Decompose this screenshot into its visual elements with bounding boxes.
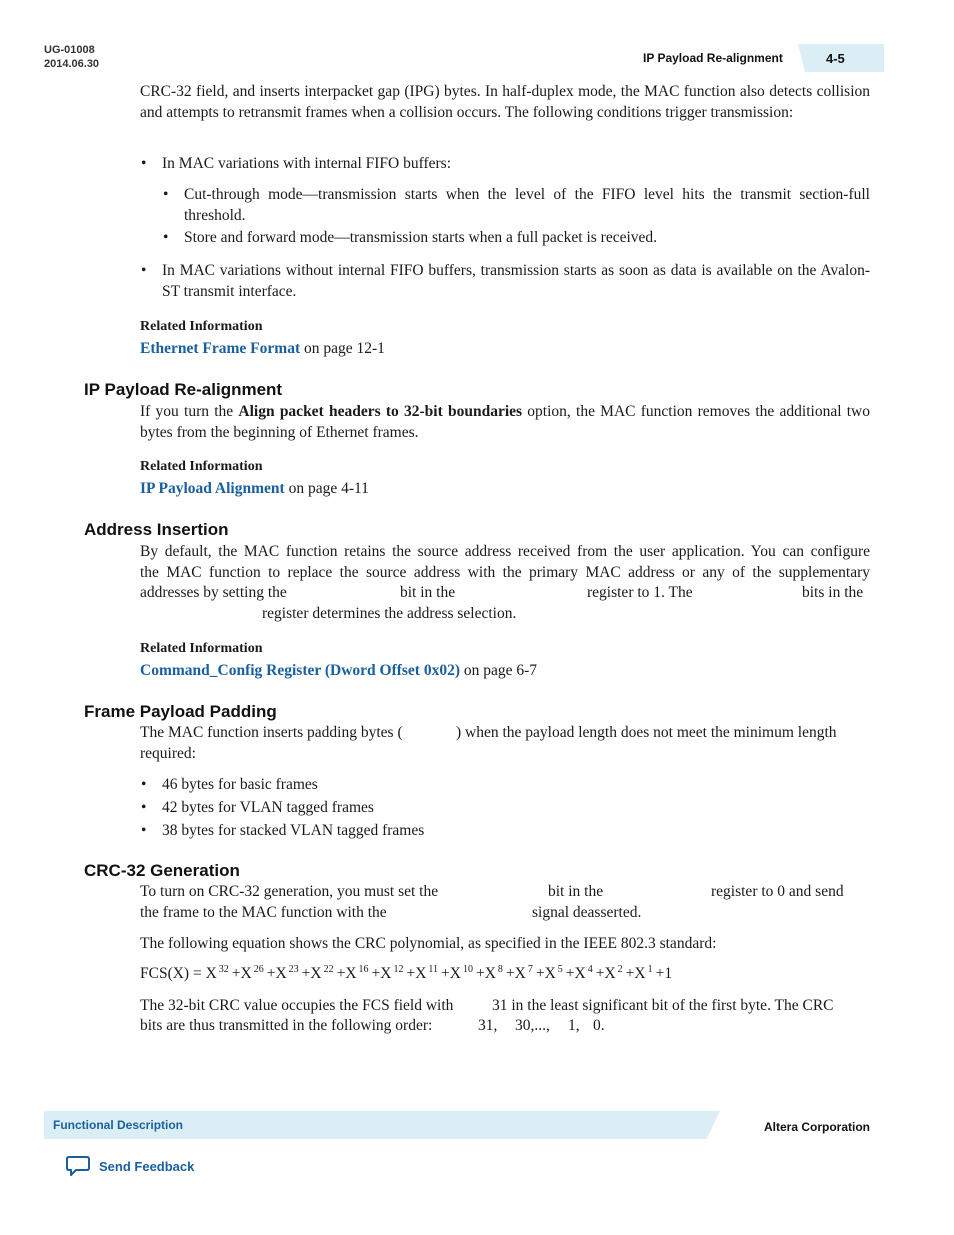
list-item-text: 38 bytes for stacked VLAN tagged frames xyxy=(162,822,425,839)
related-link-command-config[interactable]: Command_Config Register (Dword Offset 0x02) xyxy=(140,662,461,679)
related-link-ip-payload-alignment[interactable]: IP Payload Alignment xyxy=(140,480,285,497)
page-reference: on page 6-7 xyxy=(460,662,538,679)
list-item-text: 46 bytes for basic frames xyxy=(162,776,318,793)
bullet-dot: • xyxy=(163,186,169,203)
ip-payload-paragraph xyxy=(140,402,870,443)
section-heading-ip-payload: IP Payload Re-alignment xyxy=(84,380,283,399)
equation-exponent: 11 xyxy=(428,964,439,975)
crc-polynomial-equation xyxy=(140,964,672,983)
equation-operator: +X xyxy=(505,965,526,982)
text: bit in the xyxy=(400,584,456,601)
option-name: Align packet headers to 32-bit boundaries xyxy=(238,403,523,420)
page-reference: on page 4-11 xyxy=(284,480,369,497)
equation-operator: +X xyxy=(625,965,646,982)
send-feedback-link[interactable] xyxy=(66,1155,194,1177)
equation-operator: +X xyxy=(535,965,556,982)
list-item xyxy=(141,798,870,819)
text: The MAC function inserts padding bytes ( xyxy=(140,724,403,741)
section-heading-address-insertion: Address Insertion xyxy=(84,520,229,539)
text: register to 1. The xyxy=(587,584,693,601)
equation-exponent: 2 xyxy=(617,964,623,975)
list-item-text: Store and forward mode—transmission starts when a full packet is received. xyxy=(184,229,658,246)
equation-exponent: 4 xyxy=(587,964,593,975)
page-reference: on page 12-1 xyxy=(300,340,385,357)
bullet-dot: • xyxy=(163,229,169,246)
text: ) when the payload length does not meet the minimum length xyxy=(456,724,837,741)
equation-exponent: 1 xyxy=(647,964,653,975)
address-line-2: the MAC function to replace the source address with the primary MAC address or any of the supplementary xyxy=(140,564,870,581)
equation-operator: +X xyxy=(266,965,287,982)
doc-date: 2014.06.30 xyxy=(44,58,100,70)
section-heading-crc32: CRC-32 Generation xyxy=(84,861,240,880)
related-info-line xyxy=(140,480,369,498)
equation-operator: +X xyxy=(565,965,586,982)
equation-operator: +X xyxy=(336,965,357,982)
related-link-ethernet-frame-format[interactable]: Ethernet Frame Format xyxy=(140,340,301,357)
bullet-dot: • xyxy=(141,822,147,839)
text: signal deasserted. xyxy=(532,904,642,921)
text: bits are thus transmitted in the following order: xyxy=(140,1017,433,1034)
text: bits in the xyxy=(802,584,864,601)
equation-exponent: 26 xyxy=(253,964,264,975)
text: option, the MAC function removes the additional two bytes from the beginning of Ethernet frames. xyxy=(140,403,870,441)
related-info-line xyxy=(140,340,385,358)
related-info-heading: Related Information xyxy=(140,319,263,334)
section-heading-frame-padding: Frame Payload Padding xyxy=(84,702,277,721)
list-item xyxy=(141,154,870,175)
equation-operator: +X xyxy=(231,965,252,982)
text: addresses by setting the xyxy=(140,584,287,601)
intro-paragraph: CRC-32 field, and inserts interpacket gap (IPG) bytes. In half-duplex mode, the MAC function also detects collision and attempts to retransmit frames when a collision occurs. The following conditions trigger transmission: xyxy=(140,83,870,121)
footer-company: Altera Corporation xyxy=(764,1120,871,1134)
equation-exponent: 10 xyxy=(462,964,473,975)
equation-terms xyxy=(217,965,672,982)
text: The 32-bit CRC value occupies the FCS field with xyxy=(140,997,454,1014)
bullet-dot: • xyxy=(141,262,147,279)
page-number: 4-5 xyxy=(826,51,845,66)
bullet-dot: • xyxy=(141,776,147,793)
text: bit in the xyxy=(548,883,604,900)
equation-exponent: 12 xyxy=(393,964,404,975)
bullet-dot: • xyxy=(141,799,147,816)
equation-exponent: 22 xyxy=(323,964,334,975)
equation-operator: +X xyxy=(406,965,427,982)
text: 31 in the least significant bit of the first byte. The CRC xyxy=(492,997,834,1014)
list-item-text: In MAC variations with internal FIFO buffers: xyxy=(162,155,452,172)
related-info-heading: Related Information xyxy=(140,459,263,474)
doc-number: UG-01008 xyxy=(44,44,95,56)
address-line-1: By default, the MAC function retains the source address received from the user application. You can configure xyxy=(140,543,870,560)
running-header-title: IP Payload Re-alignment xyxy=(643,51,783,65)
document-id xyxy=(44,43,99,71)
text: register to 0 and send xyxy=(711,883,844,900)
list-item-text: 42 bytes for VLAN tagged frames xyxy=(162,799,374,816)
order-value: 30,..., xyxy=(515,1017,550,1034)
equation-exponent: 32 xyxy=(218,964,229,975)
order-value: 1, xyxy=(568,1017,580,1034)
equation-exponent: 5 xyxy=(557,964,563,975)
equation-operator: +X xyxy=(595,965,616,982)
text: the frame to the MAC function with the xyxy=(140,904,387,921)
bullet-dot: • xyxy=(141,155,147,172)
equation-operator: +X xyxy=(371,965,392,982)
equation-operator: +X xyxy=(301,965,322,982)
list-item-text: Cut-through mode—transmission starts when the level of the FIFO level hits the transmit section-full threshold. xyxy=(184,186,870,224)
list-item xyxy=(141,261,870,302)
list-item xyxy=(141,821,870,842)
related-info-heading: Related Information xyxy=(140,641,263,656)
equation-operator: +X xyxy=(475,965,496,982)
related-info-line xyxy=(140,662,537,680)
list-item xyxy=(141,775,870,796)
order-value: 0. xyxy=(593,1017,605,1034)
text: To turn on CRC-32 generation, you must set the xyxy=(140,883,439,900)
text: If you turn the xyxy=(140,403,239,420)
footer-chapter: Functional Description xyxy=(53,1118,184,1132)
list-item-text: In MAC variations without internal FIFO buffers, transmission starts as soon as data is available on the Avalon-ST transmit interface. xyxy=(162,262,870,300)
equation-exponent: 8 xyxy=(497,964,503,975)
equation-exponent: 16 xyxy=(358,964,369,975)
padding-line-2: required: xyxy=(140,745,196,762)
equation-operator: +X xyxy=(441,965,461,982)
equation-operator: +1 xyxy=(655,965,673,982)
list-item xyxy=(163,228,870,249)
equation-intro: The following equation shows the CRC polynomial, as specified in the IEEE 802.3 standard: xyxy=(140,935,717,952)
equation-exponent: 7 xyxy=(527,964,533,975)
speech-bubble-icon xyxy=(66,1155,90,1177)
order-value: 31, xyxy=(478,1017,498,1034)
equation-prefix: FCS(X) = X xyxy=(140,965,217,982)
send-feedback-label: Send Feedback xyxy=(99,1158,195,1174)
address-line-4: register determines the address selection. xyxy=(262,605,517,622)
list-item xyxy=(163,185,870,226)
equation-exponent: 23 xyxy=(288,964,299,975)
